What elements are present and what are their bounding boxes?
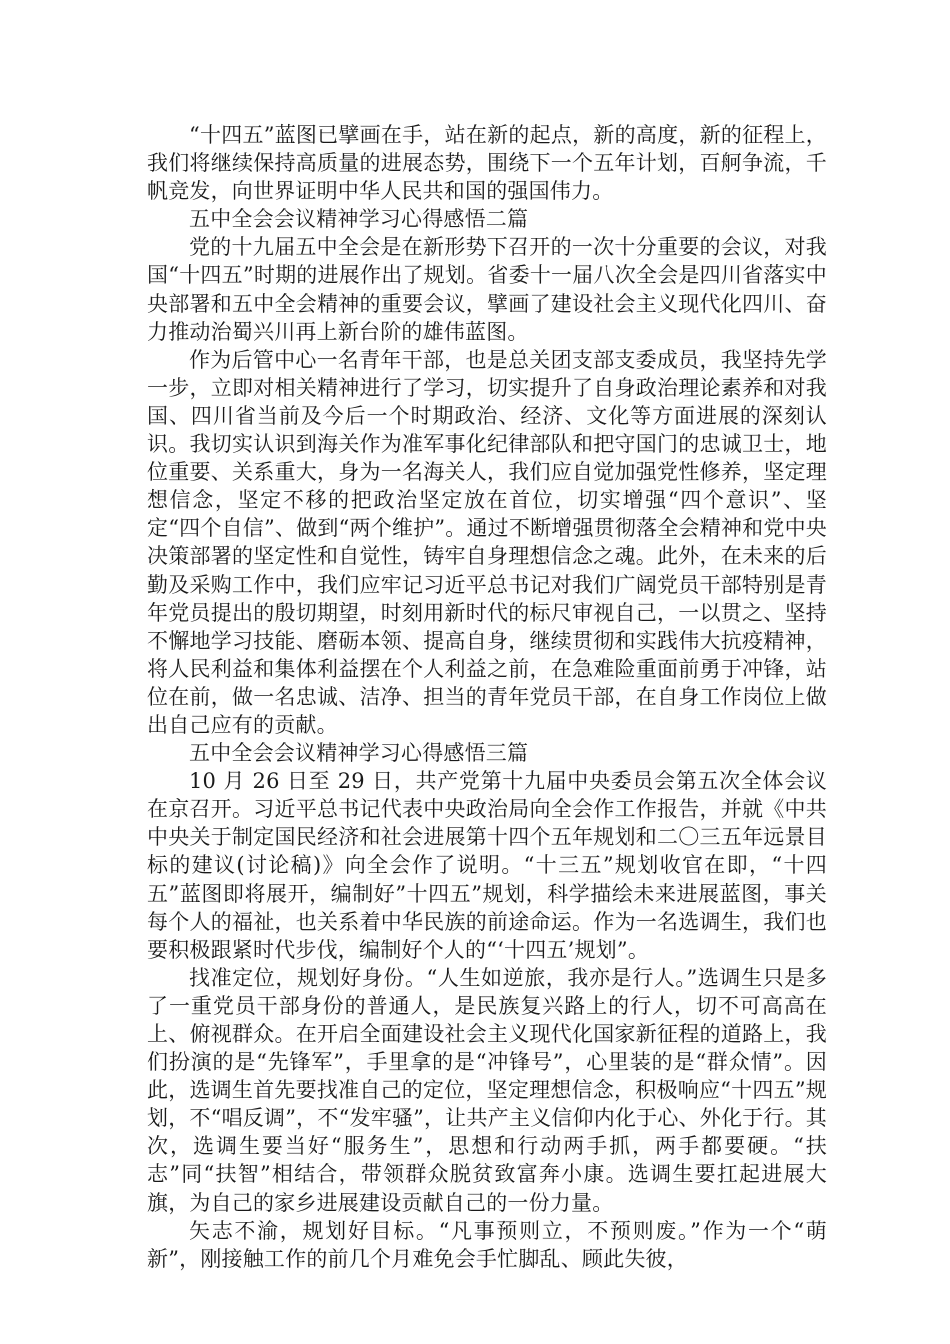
section-heading-part-two: 五中全会会议精神学习心得感悟二篇: [189, 207, 529, 232]
paragraph-plenum-overview: 党的十九届五中全会是在新形势下召开的一次十分重要的会议，对我国“十四五”时期的进展作出了规划。省委十一届八次全会是四川省落实中央部署和五中全会精神的重要会议，擘画了建设社会主义现代化四川、奋力推动治蜀兴川再上新台阶的雄伟蓝图。: [147, 235, 827, 344]
paragraph-positioning: 找准定位，规划好身份。“人生如逆旅，我亦是行人。”选调生只是多了一重党员干部身份的普通人，是民族复兴路上的行人，切不可高高在上、俯视群众。在开启全面建设社会主义现代化国家新征程的道路上，我们扮演的是“先锋军”，手里拿的是“冲锋号”，心里装的是“群众情”。因此，选调生首先要找准自己的定位，坚定理想信念，积极响应“十四五”规划，不“唱反调”，不“发牢骚”，让共产主义信仰内化于心、外化于行。其次，选调生要当好“服务生”，思想和行动两手抓，两手都要硬。“扶志”同“扶智”相结合，带领群众脱贫致富奔小康。选调生要扛起进展大旗，为自己的家乡进展建设贡献自己的一份力量。: [147, 965, 827, 1215]
paragraph-plenum-dates: 10 月 26 日至 29 日，共产党第十九届中央委员会第五次全体会议在京召开。习近平总书记代表中央政治局向全会作工作报告，并就《中共中央关于制定国民经济和社会进展第十四个五年规划和二〇三五年远景目标的建议(讨论稿)》向全会作了说明。“十三五”规划收官在即，“十四五”蓝图即将展开，编制好”十四五”规划，科学描绘未来进展蓝图，事关每个人的福祉，也关系着中华民族的前途命运。作为一名选调生，我们也要积极跟紧时代步伐，编制好个人的“‘十四五’规划”。: [147, 769, 827, 962]
paragraph-goals: 矢志不渝，规划好目标。“凡事预则立，不预则废。”作为一个“萌新”，刚接触工作的前几个月难免会手忙脚乱、顾此失彼，: [147, 1218, 827, 1271]
section-heading-part-three: 五中全会会议精神学习心得感悟三篇: [189, 741, 529, 766]
paragraph-intro: “十四五”蓝图已擘画在手，站在新的起点，新的高度，新的征程上，我们将继续保持高质量的进展态势，围绕下一个五年计划，百舸争流，千帆竞发，向世界证明中华人民共和国的强国伟力。: [147, 123, 827, 204]
paragraph-youth-cadre: 作为后管中心一名青年干部，也是总关团支部支委成员，我坚持先学一步，立即对相关精神进行了学习，切实提升了自身政治理论素养和对我国、四川省当前及今后一个时期政治、经济、文化等方面进展的深刻认识。我切实认识到海关作为准军事化纪律部队和把守国门的忠诚卫士，地位重要、关系重大，身为一名海关人，我们应自觉加强党性修养，坚定理想信念，坚定不移的把政治坚定放在首位，切实增强“四个意识”、坚定“四个自信”、做到“两个维护”。通过不断增强贯彻落全会精神和党中央决策部署的坚定性和自觉性，铸牢自身理想信念之魂。此外，在未来的后勤及采购工作中，我们应牢记习近平总书记对我们广阔党员干部特别是青年党员提出的殷切期望，时刻用新时代的标尺审视自己，一以贯之、坚持不懈地学习技能、磨砺本领、提高自身，继续贯彻和实践伟大抗疫精神，将人民利益和集体利益摆在个人利益之前，在急难险重面前勇于冲锋，站位在前，做一名忠诚、洁净、担当的青年党员干部，在自身工作岗位上做出自己应有的贡献。: [147, 347, 827, 737]
document-body: [147, 121, 827, 1273]
